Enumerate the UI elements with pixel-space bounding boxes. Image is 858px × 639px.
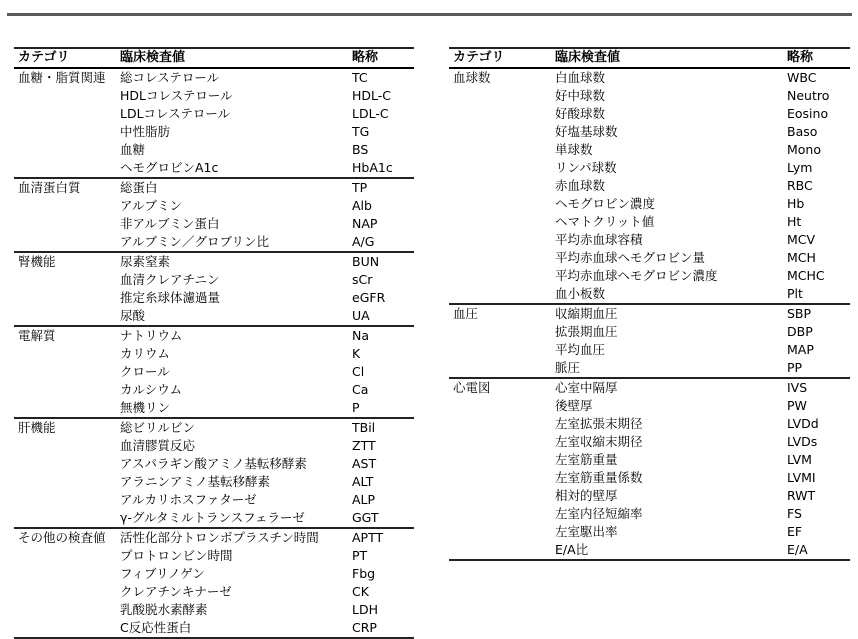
test-name-cell: 左室収縮末期径 [555,434,643,449]
header-row [14,48,414,68]
category-cell [14,565,116,583]
test-name-cell: 中性脂肪 [120,124,171,139]
top-rule-divider [7,13,852,16]
category-cell: 血清蛋白質 [14,178,116,197]
abbreviation-cell: LVMI [787,470,816,485]
abbreviation-cell: NAP [352,216,378,231]
category-cell [14,363,116,381]
category-cell: 血糖・脂質関連 [18,70,106,85]
test-name-cell: 白血球数 [555,70,606,85]
category-cell [449,285,551,304]
test-name-cell: 尿素窒素 [116,252,348,271]
abbreviation-cell: CRP [348,619,414,638]
table-row [14,583,414,601]
category-cell [14,215,116,233]
test-name-cell: 無機リン [120,400,171,415]
table-row [14,381,414,399]
category-cell [14,547,116,565]
test-name-cell: 血小板数 [555,286,606,301]
test-name-cell: 単球数 [555,142,593,157]
category-cell [14,509,116,528]
test-name-cell: 脈圧 [555,360,581,375]
test-name-cell: ナトリウム [116,326,348,345]
table-row [449,141,850,159]
category-cell [449,177,551,195]
header-abbr: 略称 [348,48,414,68]
header-test: 臨床検査値 [116,48,348,68]
table-row [14,363,414,381]
abbreviation-cell: sCr [352,272,373,287]
abbreviation-cell: Fbg [352,566,376,581]
test-name-cell: 平均赤血球ヘモグロビン濃度 [555,268,718,283]
abbreviation-cell: LDL-C [352,106,389,121]
abbreviation-cell: TG [352,124,370,139]
category-cell [449,105,551,123]
category-cell [449,397,551,415]
test-name-cell: リンパ球数 [555,160,617,175]
test-name-cell: 活性化部分トロンボプラスチン時間 [116,528,348,547]
test-name-cell: アルカリホスファターゼ [120,492,257,507]
category-cell: 心電図 [449,378,551,397]
abbreviation-cell: Baso [787,124,818,139]
test-name-cell: 相対的壁厚 [555,488,618,503]
test-name-cell: 総蛋白 [116,178,348,197]
abbreviation-cell: A/G [352,234,375,249]
test-name-cell: γ-グルタミルトランスフェラーゼ [120,510,305,525]
table-row [14,509,414,528]
test-name-cell: アルブミン [120,198,183,213]
category-cell [449,359,551,378]
abbreviation-cell: ALP [352,492,376,507]
category-cell [449,87,551,105]
abbreviation-cell: PW [787,398,807,413]
test-name-cell: 平均赤血球ヘモグロビン量 [555,250,706,265]
table-row [449,249,850,267]
category-cell [449,267,551,285]
table-row [14,399,414,418]
table-row [14,87,414,105]
abbreviation-cell: PT [352,548,368,563]
table-row [14,159,414,178]
test-name-cell: アスパラギン酸アミノ基転移酵素 [120,456,307,471]
header-test: 臨床検査値 [551,48,783,68]
abbreviation-cell: LVDd [787,416,819,431]
header-category: カテゴリ [449,48,551,68]
abbreviation-cell: PP [787,360,803,375]
table-row [14,178,414,197]
test-name-cell: HDLコレステロール [120,88,233,103]
abbreviation-cell: HbA1c [352,160,393,175]
abbreviation-cell: GGT [352,510,379,525]
table-row [449,469,850,487]
test-name-cell: 乳酸脱水素酵素 [120,602,208,617]
test-name-cell: 心室中隔厚 [551,378,783,397]
lab-values-table-right [449,47,850,561]
test-name-cell: 総ビリルビン [116,418,348,437]
test-name-cell: アラニンアミノ基転移酵素 [120,474,271,489]
test-name-cell: プロトロンビン時間 [120,548,233,563]
table-row [14,601,414,619]
abbreviation-cell: RWT [787,488,816,503]
abbreviation-cell: Ca [352,382,369,397]
table-row [14,271,414,289]
table-row [449,415,850,433]
test-name-cell: 好酸球数 [555,106,606,121]
test-name-cell: 総コレステロール [120,70,220,85]
category-cell [14,197,116,215]
category-cell: 血圧 [449,304,551,323]
abbreviation-cell: Eosino [787,106,829,121]
test-name-cell: 推定糸球体濾過量 [120,290,221,305]
abbreviation-cell: EF [787,524,803,539]
category-cell [449,341,551,359]
test-name-cell: 左室筋重量係数 [555,470,643,485]
table-row [14,418,414,437]
category-cell [14,271,116,289]
abbreviation-cell: HDL-C [352,88,392,103]
category-cell [14,491,116,509]
table-row [449,105,850,123]
test-name-cell: 血清膠質反応 [120,438,196,453]
abbreviation-cell: DBP [787,324,813,339]
abbreviation-cell: WBC [787,70,817,85]
table-row [449,68,850,87]
test-name-cell: 血糖 [120,142,146,157]
test-name-cell: ヘモグロビン濃度 [555,196,656,211]
test-name-cell: 収縮期血圧 [551,304,783,323]
test-name-cell: 好中球数 [555,88,606,103]
header-category: カテゴリ [14,48,116,68]
test-name-cell: クロール [120,364,170,379]
abbreviation-cell: P [352,400,360,415]
test-name-cell: 拡張期血圧 [555,324,618,339]
category-cell [449,123,551,141]
abbreviation-cell: APTT [348,528,414,547]
table-row [14,289,414,307]
abbreviation-cell: TC [352,70,368,85]
category-cell [449,451,551,469]
table-row [14,326,414,345]
category-cell [14,87,116,105]
test-name-cell: カリウム [120,346,170,361]
abbreviation-cell: eGFR [352,290,386,305]
table-row [449,177,850,195]
abbreviation-cell: LVM [787,452,812,467]
table-row [14,123,414,141]
table-row [14,233,414,252]
abbreviation-cell: Hb [787,196,805,211]
abbreviation-cell: Plt [787,286,803,301]
header-row [449,48,850,68]
table-row [449,378,850,397]
category-cell [449,469,551,487]
test-name-cell: カルシウム [120,382,183,397]
test-name-cell: 好塩基球数 [555,124,618,139]
abbreviation-cell: K [352,346,361,361]
table-row [449,285,850,304]
table-row [14,437,414,455]
abbreviation-cell: Na [348,326,414,345]
abbreviation-cell: ALT [352,474,374,489]
category-cell [14,289,116,307]
test-name-cell: 左室内径短縮率 [555,506,643,521]
abbreviation-cell: MAP [787,342,814,357]
category-cell [14,455,116,473]
category-cell [449,541,551,560]
category-cell [14,307,116,326]
table-row [14,565,414,583]
test-name-cell: C反応性蛋白 [116,619,348,638]
abbreviation-cell: TP [348,178,414,197]
abbreviation-cell: RBC [787,178,813,193]
table-row [449,505,850,523]
table-row [449,87,850,105]
abbreviation-cell: LVDs [787,434,818,449]
category-cell [14,473,116,491]
test-name-cell: 血清クレアチニン [120,272,220,287]
category-cell [449,505,551,523]
category-cell: 肝機能 [14,418,116,437]
category-cell [14,601,116,619]
category-cell [14,159,116,178]
test-name-cell: LDLコレステロール [120,106,231,121]
abbreviation-cell: BUN [348,252,414,271]
table-row [449,213,850,231]
category-cell [449,323,551,341]
table-body-left [14,68,414,638]
category-cell [14,399,116,418]
table-row [449,451,850,469]
abbreviation-cell: Lym [787,160,813,175]
category-cell [449,523,551,541]
table-row [14,68,414,87]
test-name-cell: 尿酸 [120,308,146,323]
table-body-right [449,68,850,560]
category-cell [449,141,551,159]
test-name-cell: 赤血球数 [555,178,606,193]
test-name-cell: フィブリノゲン [120,566,205,581]
table-row [14,547,414,565]
abbreviation-cell: BS [352,142,369,157]
test-name-cell: ヘモグロビンA1c [120,160,219,175]
category-cell [14,583,116,601]
table-row [449,195,850,213]
table-row [449,487,850,505]
table-row [14,307,414,326]
abbreviation-cell: Alb [352,198,372,213]
abbreviation-cell: CK [352,584,369,599]
category-cell [449,433,551,451]
category-cell [14,345,116,363]
category-cell [14,437,116,455]
category-cell: その他の検査値 [14,528,116,547]
abbreviation-cell: Neutro [787,88,830,103]
category-cell [14,105,116,123]
abbreviation-cell: MCH [787,250,816,265]
test-name-cell: 左室駆出率 [555,524,618,539]
category-cell: 血球数 [453,70,491,85]
abbreviation-cell: ZTT [352,438,376,453]
abbreviation-cell: MCHC [787,268,825,283]
table-row [449,123,850,141]
category-cell [14,381,116,399]
category-cell [14,123,116,141]
category-cell [449,249,551,267]
table-row [449,267,850,285]
abbreviation-cell: UA [352,308,370,323]
table-row [449,359,850,378]
category-cell: 電解質 [14,326,116,345]
abbreviation-cell: SBP [783,304,850,323]
category-cell [449,487,551,505]
table-row [449,433,850,451]
category-cell [449,213,551,231]
category-cell [449,195,551,213]
table-row [14,105,414,123]
abbreviation-cell: E/A [783,541,850,560]
lab-values-table-left [14,47,414,639]
table-row [14,345,414,363]
table-row [14,528,414,547]
table-row [14,491,414,509]
test-name-cell: 非アルブミン蛋白 [120,216,220,231]
category-cell [14,619,116,638]
abbreviation-cell: Mono [787,142,822,157]
table-row [14,141,414,159]
test-name-cell: クレアチンキナーゼ [120,584,232,599]
abbreviation-cell: FS [787,506,802,521]
table-row [449,231,850,249]
category-cell: 腎機能 [14,252,116,271]
category-cell [14,233,116,252]
table-row [14,619,414,638]
test-name-cell: 平均血圧 [555,342,606,357]
abbreviation-cell: AST [352,456,377,471]
header-abbr: 略称 [783,48,850,68]
test-name-cell: アルブミン／グロブリン比 [120,234,270,249]
test-name-cell: 左室拡張末期径 [555,416,643,431]
test-name-cell: E/A比 [551,541,783,560]
table-row [449,523,850,541]
abbreviation-cell: Ht [787,214,802,229]
table-row [14,252,414,271]
table-row [14,215,414,233]
abbreviation-cell: LDH [352,602,378,617]
table-row [449,159,850,177]
category-cell [449,415,551,433]
abbreviation-cell: MCV [787,232,816,247]
test-name-cell: ヘマトクリット値 [555,214,655,229]
test-name-cell: 後壁厚 [555,398,593,413]
table-row [449,304,850,323]
table-row [449,397,850,415]
test-name-cell: 左室筋重量 [555,452,618,467]
abbreviation-cell: TBil [348,418,414,437]
abbreviation-cell: IVS [783,378,850,397]
test-name-cell: 平均赤血球容積 [555,232,643,247]
table-row [14,197,414,215]
table-row [449,541,850,560]
table-row [449,341,850,359]
abbreviation-cell: Cl [352,364,365,379]
table-row [14,473,414,491]
table-row [449,323,850,341]
category-cell [449,231,551,249]
category-cell [449,159,551,177]
category-cell [14,141,116,159]
table-row [14,455,414,473]
